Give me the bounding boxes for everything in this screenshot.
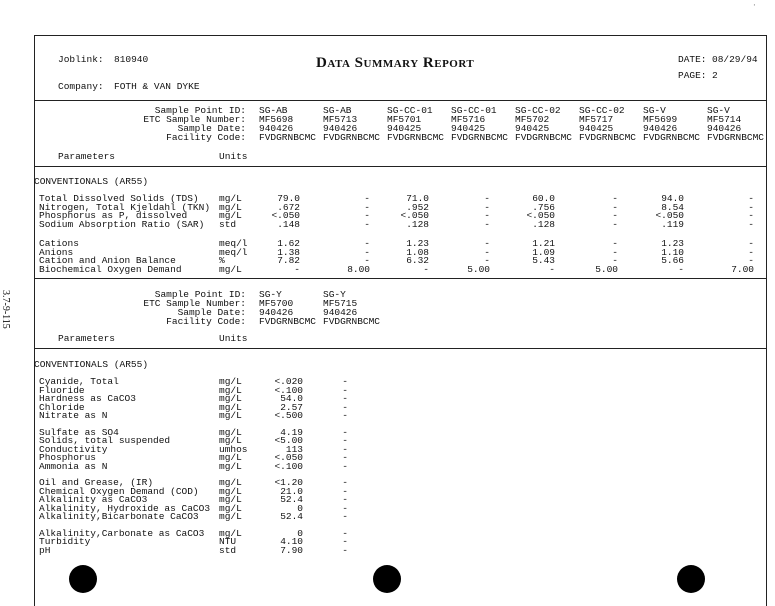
unit-cell: mg/L [219,527,242,539]
etc-sample-label: ETC Sample Number: [143,298,246,309]
sample-etc-cell: MF5716 [451,114,486,125]
value-cell: 1.62 [277,238,300,249]
sample-etc-cell: MF5699 [643,114,678,125]
value-cell: - [294,263,300,275]
sample-date-cell: 940425 [387,123,422,134]
value-cell: 79.0 [277,193,300,204]
sample-etc-cell: MF5714 [707,114,742,125]
value-cell: - [612,246,618,258]
sample-facility-cell: FVDGRNBCMC [515,132,573,143]
sample-date-cell: 940426 [323,123,358,134]
value-cell: - [364,210,370,221]
value-cell: <.050 [655,210,684,221]
value-cell: - [748,255,754,266]
parameter-name: Total Dissolved Solids (TDS) [39,193,199,204]
parameter-name: Cations [39,238,79,249]
value-cell: 1.21 [532,238,555,249]
value-cell: 2.57 [280,401,303,413]
value-cell: - [342,527,348,539]
value-cell: 1.10 [661,246,684,258]
value-cell: - [364,201,370,213]
value-cell: 1.38 [277,246,300,258]
parameter-name: Sulfate as SO4 [39,426,119,438]
unit-cell: NTU [219,536,237,547]
sample-facility-cell: FVDGRNBCMC [579,132,637,143]
units-header: Units [219,333,248,344]
unit-cell: mg/L [219,485,242,497]
value-cell: - [342,544,348,556]
value-cell: .756 [532,201,555,213]
value-cell: 6.32 [406,255,429,266]
value-cell: - [748,201,754,213]
parameter-name: Alkalinity as CaCO3 [39,494,148,505]
section-heading: CONVENTIONALS (AR55) [34,359,149,370]
sample-facility-cell: FVDGRNBCMC [323,316,381,327]
sample-point-cell: SG-V [643,105,666,116]
sample-facility-cell: FVDGRNBCMC [451,132,509,143]
value-cell: .148 [277,218,300,230]
sample-point-cell: SG-AB [323,105,352,116]
sample-date-label: Sample Date: [177,307,246,318]
value-cell: <5.00 [274,435,303,446]
value-cell: <.100 [274,384,303,396]
value-cell: - [748,193,754,204]
parameter-name: Fluoride [39,384,85,396]
unit-cell: mg/L [219,384,242,396]
unit-cell: std [219,544,237,556]
value-cell: - [612,201,618,213]
value-cell: - [678,263,684,275]
unit-cell: meq/l [219,238,248,249]
value-cell: 1.09 [532,246,555,258]
sample-point-cell: SG-Y [259,289,282,300]
sample-etc-cell: MF5700 [259,298,294,309]
parameter-name: pH [39,544,51,556]
header-rule [34,100,767,101]
sample-etc-cell: MF5701 [387,114,422,125]
sample-point-cell: SG-CC-02 [579,105,625,116]
parameter-name: Chloride [39,401,85,413]
value-cell: <.020 [274,376,303,387]
value-cell: 0 [297,502,303,514]
value-cell: - [342,477,348,488]
value-cell: 71.0 [406,193,429,204]
value-cell: .128 [406,218,429,230]
value-cell: - [748,210,754,221]
parameter-name: Oil and Grease, (IR) [39,477,154,488]
sample-facility-cell: FVDGRNBCMC [259,132,317,143]
page-label: PAGE: [678,70,707,81]
value-cell: .128 [532,218,555,230]
value-cell: - [484,246,490,258]
value-cell: <1.20 [274,477,303,488]
value-cell: - [484,255,490,266]
value-cell: - [612,193,618,204]
corner-mark: · [752,1,757,10]
unit-cell: mg/L [219,426,242,438]
unit-cell: meq/l [219,246,248,258]
value-cell: - [484,238,490,249]
value-cell: 1.23 [661,238,684,249]
value-cell: - [612,210,618,221]
block1-rule [34,166,767,167]
parameter-name: Alkalinity, Hydroxide as CaCO3 [39,502,211,514]
value-cell: 7.90 [280,544,303,556]
sample-point-label: Sample Point ID: [154,289,246,300]
value-cell: 4.10 [280,536,303,547]
sample-etc-cell: MF5702 [515,114,550,125]
sample-date-cell: 940426 [259,307,294,318]
sample-point-cell: SG-AB [259,105,288,116]
report-title: Data Summary Report [316,55,475,71]
value-cell: - [748,246,754,258]
units-header: Units [219,151,248,162]
value-cell: - [612,255,618,266]
value-cell: 8.54 [661,201,684,213]
parameter-name: Solids, total suspended [39,435,171,446]
value-cell: 0 [297,527,303,539]
value-cell: <.050 [271,210,300,221]
unit-cell: mg/L [219,263,242,275]
parameter-name: Hardness as CaCO3 [39,393,136,404]
value-cell: 52.4 [280,511,303,522]
parameter-name: Nitrate as N [39,410,108,421]
parameters-header: Parameters [58,333,116,344]
value-cell: - [342,494,348,505]
block1-end-rule [34,278,767,279]
value-cell: 52.4 [280,494,303,505]
value-cell: <.050 [274,452,303,463]
value-cell: 5.00 [595,263,618,275]
sample-facility-cell: FVDGRNBCMC [259,316,317,327]
value-cell: - [484,193,490,204]
value-cell: - [612,238,618,249]
sample-point-cell: SG-CC-02 [515,105,561,116]
sample-etc-cell: MF5698 [259,114,294,125]
value-cell: 5.66 [661,255,684,266]
sample-etc-cell: MF5717 [579,114,614,125]
value-cell: 7.00 [731,263,754,275]
value-cell: .952 [406,201,429,213]
punch-hole [69,565,97,593]
value-cell: - [342,485,348,497]
parameters-header: Parameters [58,151,116,162]
sample-date-cell: 940426 [259,123,294,134]
sample-point-cell: SG-CC-01 [387,105,433,116]
value-cell: - [748,218,754,230]
parameter-name: Nitrogen, Total Kjeldahl (TKN) [39,201,211,213]
value-cell: 54.0 [280,393,303,404]
side-annotation: 3.7-9-115 [0,290,11,329]
value-cell: .119 [661,218,684,230]
unit-cell: umhos [219,443,248,455]
value-cell: - [342,393,348,404]
value-cell: - [748,238,754,249]
value-cell: - [612,218,618,230]
value-cell: - [484,218,490,230]
sample-facility-cell: FVDGRNBCMC [707,132,765,143]
parameter-name: Ammonia as N [39,460,108,472]
parameter-name: Phosphorus as P, dissolved [39,210,188,221]
unit-cell: mg/L [219,376,242,387]
value-cell: 5.43 [532,255,555,266]
value-cell: - [342,410,348,421]
parameter-name: Alkalinity,Bicarbonate CaCO3 [39,511,199,522]
value-cell: 60.0 [532,193,555,204]
unit-cell: mg/L [219,210,242,221]
unit-cell: mg/L [219,511,242,522]
sample-facility-cell: FVDGRNBCMC [387,132,445,143]
value-cell: <.500 [274,410,303,421]
unit-cell: mg/L [219,502,242,514]
facility-code-label: Facility Code: [166,316,246,327]
value-cell: .672 [277,201,300,213]
company-value: FOTH & VAN DYKE [114,81,200,92]
sample-date-cell: 940426 [643,123,678,134]
sample-point-cell: SG-CC-01 [451,105,497,116]
sample-point-cell: SG-Y [323,289,346,300]
parameter-name: Chemical Oxygen Demand (COD) [39,485,199,497]
parameter-name: Phosphorus [39,452,97,463]
value-cell: 21.0 [280,485,303,497]
value-cell: 4.19 [280,426,303,438]
sample-point-cell: SG-V [707,105,730,116]
value-cell: 113 [285,443,303,455]
value-cell: - [364,238,370,249]
value-cell: 94.0 [661,193,684,204]
sample-etc-cell: MF5713 [323,114,358,125]
parameter-name: Alkalinity,Carbonate as CaCO3 [39,527,205,539]
value-cell: <.100 [274,460,303,472]
unit-cell: mg/L [219,477,242,488]
value-cell: - [342,435,348,446]
value-cell: - [342,502,348,514]
unit-cell: mg/L [219,452,242,463]
value-cell: 7.82 [277,255,300,266]
joblink-value: 810940 [114,54,149,65]
value-cell: <.050 [526,210,555,221]
parameter-name: Sodium Absorption Ratio (SAR) [39,218,205,230]
value-cell: 5.00 [467,263,490,275]
value-cell: - [364,246,370,258]
value-cell: - [342,426,348,438]
parameter-name: Turbidity [39,536,91,547]
parameter-name: Anions [39,246,74,258]
unit-cell: mg/L [219,494,242,505]
sample-date-cell: 940425 [579,123,614,134]
sample-point-label: Sample Point ID: [154,105,246,116]
unit-cell: mg/L [219,393,242,404]
unit-cell: % [219,255,225,266]
sample-etc-cell: MF5715 [323,298,358,309]
unit-cell: std [219,218,237,230]
punch-hole [373,565,401,593]
section-heading: CONVENTIONALS (AR55) [34,176,149,187]
block2-rule [34,348,767,349]
parameter-name: Conductivity [39,443,108,455]
value-cell: - [342,511,348,522]
company-label: Company: [58,81,104,92]
value-cell: - [342,536,348,547]
unit-cell: mg/L [219,401,242,413]
sample-date-cell: 940425 [451,123,486,134]
value-cell: <.050 [400,210,429,221]
value-cell: - [342,443,348,455]
value-cell: - [342,376,348,387]
unit-cell: mg/L [219,193,242,204]
date-label: DATE: [678,54,707,65]
joblink-label: Joblink: [58,54,104,65]
value-cell: - [364,218,370,230]
value-cell: - [484,210,490,221]
date-value: 08/29/94 [712,54,758,65]
unit-cell: mg/L [219,410,242,421]
value-cell: - [342,460,348,472]
unit-cell: mg/L [219,201,242,213]
parameter-name: Biochemical Oxygen Demand [39,263,182,275]
facility-code-label: Facility Code: [166,132,246,143]
parameter-name: Cyanide, Total [39,376,119,387]
page-value: 2 [712,70,718,81]
value-cell: - [549,263,555,275]
value-cell: - [423,263,429,275]
parameter-name: Cation and Anion Balance [39,255,176,266]
punch-hole [677,565,705,593]
value-cell: 1.23 [406,238,429,249]
value-cell: 1.08 [406,246,429,258]
value-cell: 8.00 [347,263,370,275]
unit-cell: mg/L [219,460,242,472]
sample-date-cell: 940426 [323,307,358,318]
value-cell: - [342,401,348,413]
value-cell: - [364,255,370,266]
sample-date-cell: 940426 [707,123,742,134]
sample-date-cell: 940425 [515,123,550,134]
sample-facility-cell: FVDGRNBCMC [643,132,701,143]
value-cell: - [342,452,348,463]
value-cell: - [484,201,490,213]
sample-facility-cell: FVDGRNBCMC [323,132,381,143]
unit-cell: mg/L [219,435,242,446]
etc-sample-label: ETC Sample Number: [143,114,246,125]
value-cell: - [364,193,370,204]
sample-date-label: Sample Date: [177,123,246,134]
value-cell: - [342,384,348,396]
